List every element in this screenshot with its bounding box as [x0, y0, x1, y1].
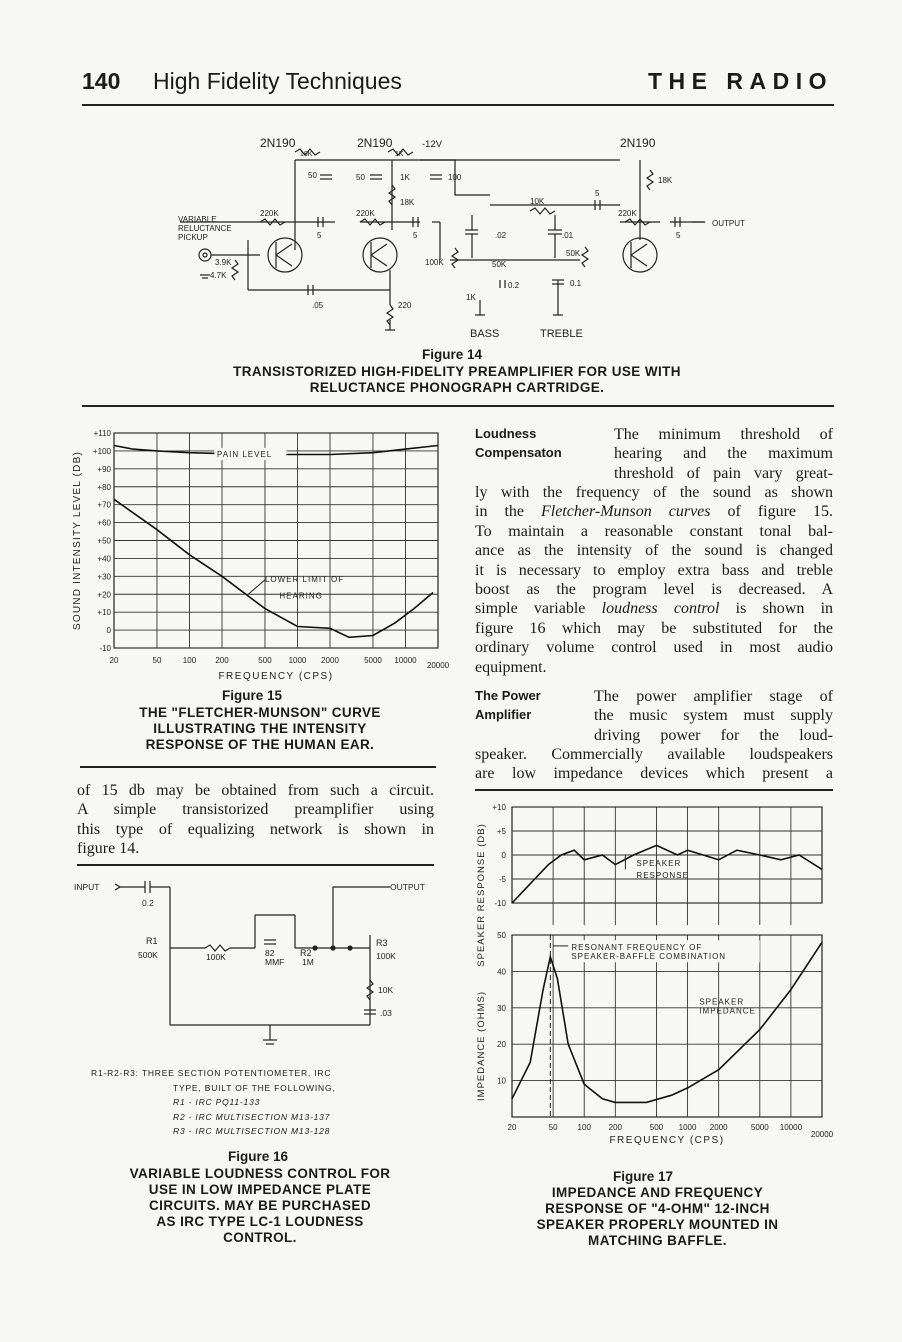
fig14-label-r1k-a: 1K: [395, 151, 404, 158]
fig14-label-c100: 100: [448, 173, 462, 182]
fig15-x-tick-label: 500: [258, 656, 272, 665]
figure14-rule: [82, 405, 834, 407]
fig17b-annotation-rf1: RESONANT FREQUENCY OF: [571, 942, 703, 952]
fig14-label-c01: .01: [562, 231, 574, 240]
fig14-label-r3-9k: 3.9K: [215, 258, 232, 267]
fig15-annotation-leader: [248, 580, 265, 594]
figure17-caption-line: IMPEDANCE AND FREQUENCY: [551, 1185, 764, 1200]
fig14-label-bass: BASS: [470, 328, 500, 340]
fig16-label-r2-val: 1M: [302, 957, 314, 967]
side-head-line: The Power: [475, 688, 541, 703]
fig14-label-r18k-c: 18K: [658, 176, 673, 185]
fig17b-impedance-line: [512, 942, 822, 1102]
fig17b-x-tick-label: 1000: [678, 1123, 697, 1132]
fig16-label-r100k-a: 100K: [206, 952, 226, 962]
fig17a-y-tick-label: 0: [501, 851, 506, 860]
power-paragraph-indent: [594, 687, 833, 745]
fig14-label-treble: TREBLE: [540, 328, 583, 340]
paragraph-line: threshold of pain vary great-: [614, 464, 833, 482]
fig15-y-tick-label: +70: [97, 500, 111, 510]
fig17b-y-tick-label: 30: [497, 1003, 506, 1013]
fig15-x-tick-label: 1000: [288, 656, 307, 665]
figure16-caption-line: VARIABLE LOUDNESS CONTROL FOR: [129, 1166, 391, 1181]
fig15-x-tick-label: 100: [182, 656, 197, 665]
fig17b-annotation-si2: IMPEDANCE: [699, 1006, 756, 1016]
figure15-chart: [70, 420, 450, 685]
paragraph-line: this type of equalizing network is shown in: [77, 820, 434, 838]
fig14-label-r100k: 100K: [425, 258, 444, 267]
paragraph-line: of 15 db may be obtained from such a circuit.: [77, 782, 434, 799]
figure15-caption-line: RESPONSE OF THE HUMAN EAR.: [145, 737, 375, 752]
fig16-label-r3: R3: [376, 938, 388, 948]
fig16-note: TYPE, BUILT OF THE FOLLOWING,: [173, 1082, 336, 1093]
fig14-label-c02: .02: [495, 231, 507, 240]
figure14-caption: [150, 364, 764, 396]
paragraph-fragment: simple variable: [475, 600, 602, 618]
fig15-hearing-limit-line: [114, 499, 433, 637]
fig15-y-axis-label: SOUND INTENSITY LEVEL (DB): [72, 450, 83, 631]
paragraph-line: A simple transistorized preamplifier using: [77, 801, 434, 819]
side-head-line: Amplifier: [475, 707, 532, 722]
fig15-y-tick-label: +20: [97, 590, 111, 600]
paragraph-italic: Fletcher-Munson curves: [540, 503, 711, 521]
fig14-label-t2: 2N190: [357, 136, 393, 150]
fig15-y-tick-label: 0: [106, 626, 111, 636]
side-head-line: Compensaton: [475, 445, 562, 460]
figure14-caption-line: RELUCTANCE PHONOGRAPH CARTRIDGE.: [309, 380, 605, 395]
fig17b-annotation-rf2: SPEAKER-BAFFLE COMBINATION: [571, 952, 727, 962]
paragraph-line: equipment.: [475, 658, 547, 676]
figure16-number: Figure 16: [228, 1149, 289, 1164]
figure15-number: Figure 15: [222, 688, 283, 703]
fig16-label-input: INPUT: [74, 882, 100, 892]
header-rule: [82, 104, 834, 106]
fig16-label-c03: .03: [380, 1008, 392, 1018]
fig14-label-r50k-a: 50K: [566, 249, 581, 258]
fig17b-annotation-si1: SPEAKER: [699, 997, 745, 1007]
fig16-label-r1-val: 500K: [138, 950, 158, 960]
fig14-label-r220k-c: 220K: [618, 209, 637, 218]
figure15-caption: [80, 705, 440, 753]
paragraph-line: [475, 502, 833, 521]
fig15-annotation-lower2: HEARING: [279, 591, 323, 601]
fig17a-annotation-sr1: SPEAKER: [636, 859, 682, 869]
figure17-caption: [475, 1185, 840, 1249]
fig15-y-tick-label: -10: [99, 644, 111, 653]
fig15-x-axis-label: FREQUENCY (CPS): [218, 671, 334, 682]
fig17b-y-axis-label: IMPEDANCE (OHMS): [476, 991, 487, 1101]
fig15-x-tick-label: 50: [152, 656, 162, 665]
fig15-y-tick-label: +60: [97, 518, 111, 528]
fig17a-y-tick-label: +5: [496, 827, 506, 836]
figure16-caption: [80, 1166, 440, 1246]
fig14-label-t3: 2N190: [620, 136, 656, 150]
fig15-annotation-pain: PAIN LEVEL: [217, 449, 273, 459]
paragraph-line: speaker. Commercially available loudspeakers: [475, 746, 833, 763]
fig15-x-tick-label: 20000: [426, 661, 450, 670]
fig17a-y-tick-label: -10: [494, 899, 506, 908]
fig16-note: R1 - IRC PQ11-133: [173, 1097, 261, 1107]
fig16-label-r2: R2: [300, 948, 312, 958]
fig16-label-c0-2: 0.2: [142, 898, 154, 908]
figure17-caption-line: RESPONSE OF "4-OHM" 12-INCH: [545, 1201, 770, 1216]
fig16-note: R3 - IRC MULTISECTION M13-128: [173, 1126, 331, 1136]
fig16-label-mmf: MMF: [265, 957, 285, 967]
fig17b-x-tick-label: 10000: [779, 1123, 803, 1132]
fig14-label-c0-2: 0.2: [508, 281, 520, 290]
fig17a-y-axis-label: SPEAKER RESPONSE (DB): [476, 823, 487, 967]
fig14-label-r4-7k: 4.7K: [210, 271, 227, 280]
paragraph-line: The minimum threshold of: [614, 426, 833, 443]
paragraph-line: ance as the intensity of the sound is changed: [475, 542, 833, 560]
paragraph-line: the music system must supply: [594, 707, 833, 725]
fig15-y-tick-label: +30: [97, 572, 111, 582]
continuation-paragraph: [77, 781, 434, 859]
fig14-label-r220k-a: 220K: [260, 209, 279, 218]
figure16-notes: [91, 1066, 336, 1139]
fig15-y-tick-label: +40: [97, 554, 111, 564]
fig14-label-r1k-c: 1K: [466, 293, 476, 302]
paragraph-line: The power amplifier stage of: [594, 688, 833, 705]
fig14-label-output: OUTPUT: [712, 219, 745, 228]
fig14-label-c05: .05: [312, 301, 324, 310]
fig16-label-r10k: 10K: [378, 985, 394, 995]
fig16-label-output: OUTPUT: [390, 882, 425, 892]
paragraph-line: ly with the frequency of the sound as shown: [475, 484, 833, 501]
figure16-caption-line: CIRCUITS. MAY BE PURCHASED: [149, 1198, 371, 1213]
fig16-note: R1-R2-R3: THREE SECTION POTENTIOMETER, IRC: [91, 1068, 332, 1078]
fig15-x-tick-label: 2000: [321, 656, 339, 665]
fig15-y-tick-label: +80: [97, 482, 111, 492]
fig16-label-r1: R1: [146, 936, 158, 946]
paragraph-line: [475, 599, 833, 618]
figure17-caption-line: SPEAKER PROPERLY MOUNTED IN: [536, 1217, 779, 1232]
paragraph-italic: loudness control: [601, 600, 720, 618]
fig15-y-tick-label: +100: [92, 446, 111, 456]
fig14-label-c5-c: 5: [595, 189, 600, 198]
fig17b-x-tick-label: 100: [577, 1123, 591, 1132]
fig17b-x-tick-label: 50: [548, 1123, 558, 1132]
fig17a-y-tick-label: -5: [498, 875, 506, 884]
figure14-schematic: [160, 130, 760, 345]
fig17b-x-tick-label: 5000: [750, 1123, 769, 1132]
fig14-label-c50-b: 50: [356, 173, 365, 182]
figure15-caption-line: ILLUSTRATING THE INTENSITY: [153, 721, 367, 736]
fig15-annotation-lower1: LOWER LIMIT OF: [264, 575, 345, 585]
paragraph-line: hearing and the maximum: [614, 445, 833, 463]
fig14-label-c5-b: 5: [413, 231, 418, 240]
fig17a-annotation-sr2: RESPONSE: [636, 871, 689, 881]
fig14-label-pickup3: PICKUP: [178, 233, 208, 242]
fig17b-y-tick-label: 50: [497, 931, 506, 940]
fig17b-x-tick-label: 2000: [709, 1123, 728, 1132]
power-paragraph: [475, 745, 833, 784]
fig14-label-r18k-a: 18K: [300, 151, 313, 158]
fig14-label-r220k-b: 220K: [356, 209, 375, 218]
fig17b-plot-frame: [512, 935, 822, 1117]
fig15-y-tick-label: +110: [93, 429, 111, 438]
paragraph-line: boost as the program level is decreased. A: [475, 581, 833, 599]
power-rule: [475, 789, 833, 791]
page-number: 140: [82, 68, 121, 94]
section-title: THE RADIO: [648, 68, 833, 94]
fig14-label-c50-a: 50: [308, 171, 317, 180]
fig15-y-tick-label: +50: [97, 536, 111, 546]
figure14-number: Figure 14: [422, 347, 483, 362]
fig14-label-pickup2: RELUCTANCE: [178, 224, 232, 233]
paragraph-line: figure 14.: [77, 840, 140, 858]
fig17b-x-tick-label: 500: [649, 1123, 664, 1132]
side-head-line: Loudness: [475, 426, 537, 441]
loudness-paragraph: [475, 483, 833, 677]
fig14-label-r18k-b: 18K: [400, 198, 415, 207]
fig17a-y-tick-label: +10: [492, 803, 506, 812]
fig14-label-pickup1: VARIABLE: [178, 215, 217, 224]
fig15-y-tick-label: +90: [97, 464, 111, 474]
fig16-label-c82: 82: [265, 948, 275, 958]
fig17b-x-tick-label: 20000: [810, 1130, 834, 1139]
fig15-x-tick-label: 20: [109, 656, 119, 665]
fig14-label-c5-a: 5: [317, 231, 322, 240]
fig14-label-c0-1: 0.1: [570, 279, 582, 288]
fig15-x-tick-label: 5000: [364, 656, 382, 665]
paragraph-line: driving power for the loud-: [594, 726, 833, 744]
fig16-note: R2 - IRC MULTISECTION M13-137: [173, 1111, 331, 1122]
fig14-label-supply: -12V: [422, 139, 443, 150]
figure15-rule: [80, 766, 436, 768]
fig14-label-r220: 220: [398, 301, 412, 310]
fig14-label-c5-d: 5: [676, 231, 681, 240]
figure17-caption-line: MATCHING BAFFLE.: [588, 1233, 727, 1248]
fig14-label-t1: 2N190: [260, 136, 296, 150]
paragraph-fragment: of figure 15.: [710, 503, 834, 521]
figure15-caption-line: THE "FLETCHER-MUNSON" CURVE: [139, 705, 381, 720]
fig15-x-tick-label: 10000: [394, 656, 417, 665]
fig14-label-r10k: 10K: [530, 197, 545, 206]
fig14-label-r1k-b: 1K: [400, 173, 410, 182]
loudness-side-head: [475, 424, 562, 462]
figure16-caption-line: USE IN LOW IMPEDANCE PLATE: [148, 1182, 372, 1197]
paragraph-fragment: in the: [475, 503, 541, 521]
figure16-caption-line: CONTROL.: [223, 1230, 297, 1245]
fig15-y-tick-label: +10: [97, 608, 111, 618]
figure17-number: Figure 17: [613, 1169, 674, 1184]
figure16-schematic: [70, 870, 445, 1065]
paragraph-line: are low impedance devices which present a: [475, 765, 833, 783]
fig17b-y-tick-label: 20: [497, 1040, 506, 1050]
paragraph-line: To maintain a reasonable constant tonal bal-: [475, 522, 833, 540]
fig17b-x-tick-label: 20: [507, 1123, 517, 1132]
paragraph-line: it is necessary to employ extra bass and treble: [475, 561, 833, 579]
loudness-paragraph-indent: [614, 425, 833, 483]
fig15-x-tick-label: 200: [215, 656, 229, 665]
fig17b-x-tick-label: 200: [608, 1123, 623, 1132]
paragraph-line: figure 16 which may be substituted for the: [475, 619, 833, 637]
paragraph-fragment: is shown in: [719, 600, 834, 618]
power-side-head: [475, 686, 541, 724]
figure17-chart: [470, 795, 840, 1150]
fig17b-y-tick-label: 10: [497, 1076, 506, 1086]
book-title: High Fidelity Techniques: [153, 68, 402, 94]
continuation-rule: [77, 864, 434, 866]
figure14-caption-line: TRANSISTORIZED HIGH-FIDELITY PREAMPLIFIER FOR USE WITH: [233, 364, 681, 379]
figure16-caption-line: AS IRC TYPE LC-1 LOUDNESS: [156, 1214, 364, 1229]
paragraph-line: ordinary volume control used in most audio: [475, 639, 833, 657]
fig14-label-r50k-b: 50K: [492, 260, 507, 269]
fig17b-y-tick-label: 40: [497, 967, 506, 977]
fig17b-x-axis-label: FREQUENCY (CPS): [609, 1135, 725, 1146]
fig16-label-r3-val: 100K: [376, 951, 396, 961]
